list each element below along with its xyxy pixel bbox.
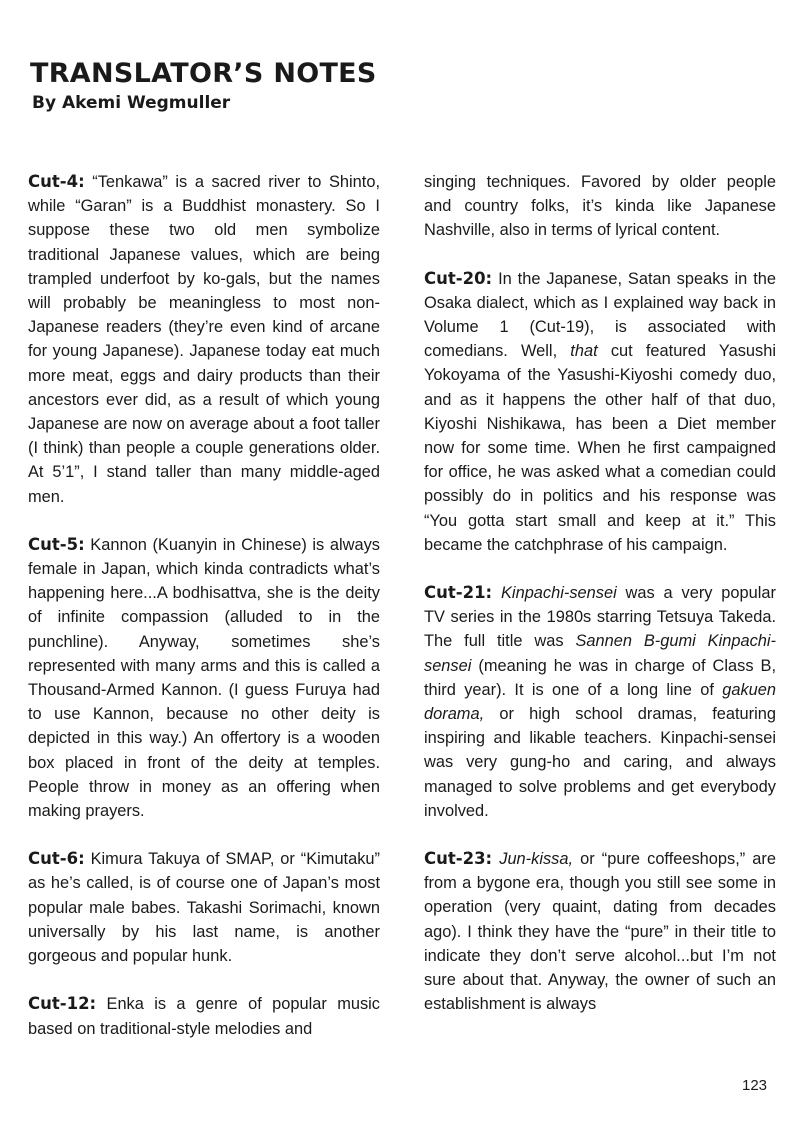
note-paragraph <box>28 170 380 509</box>
note-text <box>492 584 501 602</box>
italic-text: Sannen B-gumi Kinpachi-sensei <box>424 632 776 675</box>
note-label: Cut-23: <box>424 849 493 869</box>
note-text: or “pure coffeeshops,” are from a bygone era, though you still see some in operation (very quaint, dating from decades ago). I think they have the “pure” in their title to indicate they don’t serve alcohol...but I’m not sure about that. Anyway, the owner of such an establishment is always <box>424 850 776 1014</box>
note-label: Cut-4: <box>28 172 85 191</box>
italic-text: Jun-kissa, <box>499 850 574 869</box>
italic-text: gakuen dorama, <box>424 680 776 724</box>
note-paragraph <box>28 533 380 823</box>
author-byline: By Akemi Wegmuller <box>32 93 231 113</box>
continued-paragraph: singing techniques. Favored by older people and country folks, it’s kinda like Japanese Nashville, also in terms of lyrical content. <box>424 173 776 240</box>
note-text: Kimura Takuya of SMAP, or “Kimutaku” as he’s called, is of course one of Japan’s most popular male babes. Takashi Sorimachi, known universally by his last name, is another gorgeous and popular hunk. <box>28 850 380 966</box>
italic-text: Kinpachi-sensei <box>501 584 617 603</box>
note-text: In the Japanese, Satan speaks in the Osaka dialect, which as I explained way back in Volume 1 (Cut-19), is associated with comedians. Well, <box>424 269 776 361</box>
note-text: was a very popular TV series in the 1980s starring Tetsuya Takeda. The full title was <box>424 584 776 651</box>
note-label: Cut-12: <box>28 994 97 1014</box>
page-title: TRANSLATOR’S NOTES <box>30 58 377 89</box>
note-label: Cut-21: <box>424 583 493 603</box>
note-paragraph <box>424 581 776 823</box>
left-column <box>28 170 380 1065</box>
note-text: or high school dramas, featuring inspiring and likable teachers. Kinpachi-sensei was very gung-ho and caring, and always managed to solve problems and get everybody involved. <box>424 705 776 820</box>
note-text: “Tenkawa” is a sacred river to Shinto, while “Garan” is a Buddhist monastery. So I suppose these two old men symbolize traditional Japanese values, which are being trampled underfoot by ko-gals, but the names will probably be meaningless to most non-Japanese readers (they’re even kind of arcane for young Japanese). Japanese today eat much more meat, eggs and dairy products than their ancestors ever did, as a result of which young Japanese are now on average about a foot taller (I think) than people a couple generations older. At 5’1”, I stand taller than many middle-aged men. <box>28 173 380 506</box>
right-column <box>424 170 776 1041</box>
note-paragraph <box>28 992 380 1040</box>
note-label: Cut-6: <box>28 849 85 869</box>
note-text: cut featured Yasushi Yokoyama of the Yasushi-Kiyoshi comedy duo, and as it happens the other half of that duo, Kiyoshi Nishikawa, has been a Diet member now for some time. When he first campaigned for office, he was asked what a comedian could possibly do in politics and his response was “You gotta start small and keep at it.” This became the catchphrase of his campaign. <box>424 342 776 554</box>
note-text: Kannon (Kuanyin in Chinese) is always female in Japan, which kinda contradicts what’s happening here...A bodhisattva, she is the deity of infinite compassion (alluded to in the punchline). Anyway, sometimes she’s represented with many arms and this is called a Thousand-Armed Kannon. (I guess Furuya had to use Kannon, because no other deity is depicted in this way.) An offertory is a wooden box placed in front of the deity at temples. People throw in money as an offering when making prayers. <box>28 535 380 821</box>
note-text: Enka is a genre of popular music based on traditional-style melodies and <box>28 995 380 1038</box>
note-label: Cut-20: <box>424 268 493 288</box>
page-header <box>30 58 377 114</box>
note-paragraph <box>424 847 776 1016</box>
note-paragraph <box>28 847 380 968</box>
note-text: (meaning he was in charge of Class B, third year). It is one of a long line of <box>424 656 776 699</box>
note-paragraph <box>424 267 776 557</box>
page-number: 123 <box>742 1077 768 1094</box>
italic-text: that <box>570 342 598 361</box>
note-label: Cut-5: <box>28 534 85 554</box>
